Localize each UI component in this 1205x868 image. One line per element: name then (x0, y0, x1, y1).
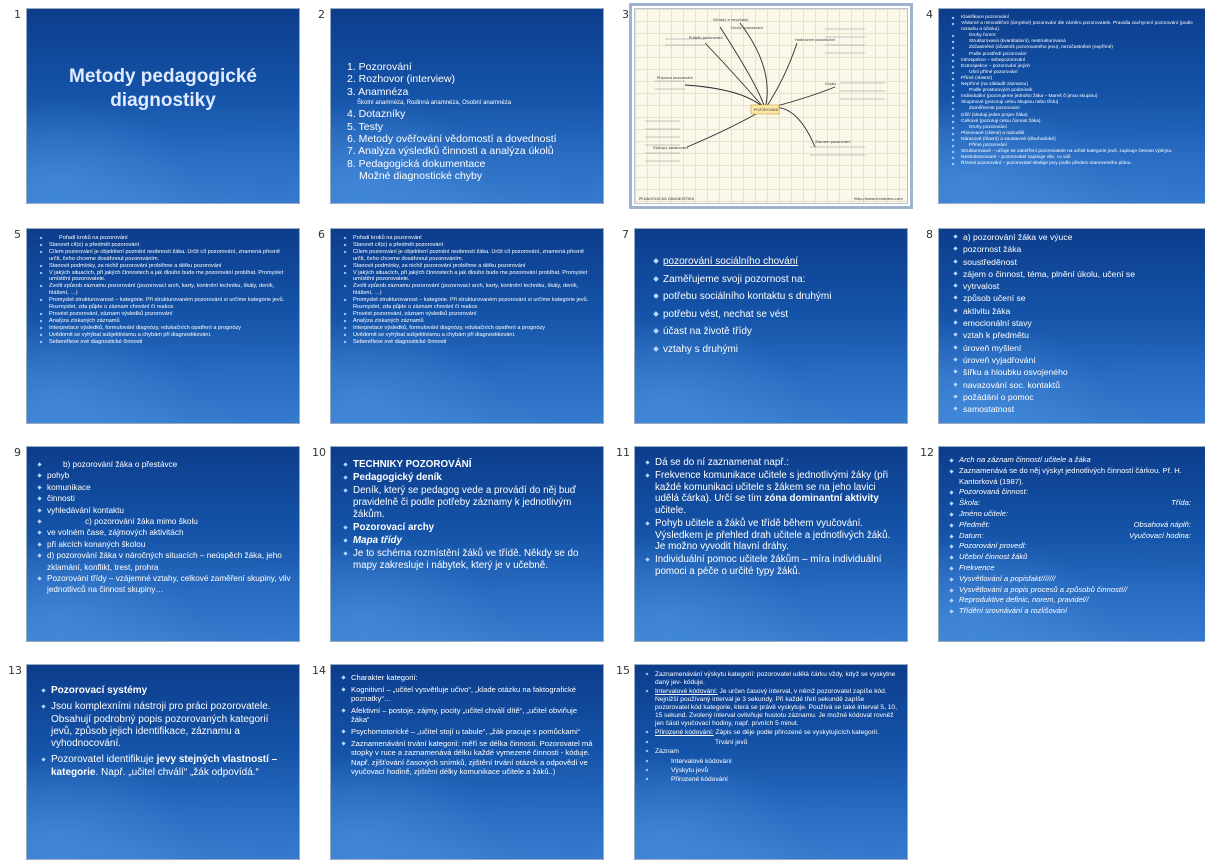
list-item: Zaměřenost pozorování (951, 106, 1203, 112)
list-item: Pozorovaná činnost: (949, 487, 1205, 498)
list-item: Zaměřujeme svoji pozornost na: (653, 271, 895, 289)
map-footer-right: http://www.mindomo.com (854, 196, 903, 201)
list-item: samostatnost (953, 403, 1203, 415)
list-item: Předmět: Obsahová náplň: (949, 520, 1205, 531)
slide-thumbnail-9[interactable] (26, 446, 300, 642)
slide-list (949, 455, 1205, 617)
slide-list (39, 235, 291, 346)
list-item: Cílem pozorování je objektivní poznání osobnosti žáka. Určit cíl pozorování, znamená přesně určit, čeho chceme dosáhnout pozorováním. (39, 249, 291, 263)
list-item: 4. Dotazníky (347, 108, 406, 121)
slide-list (343, 459, 593, 573)
list-item: d) pozorování žáka v náročných situacích – neúspěch žáka, jeho zklamání, konflikt, trest, prohra (37, 550, 291, 573)
list-item: Vědomé a mimoděčné (úmyslné) pozorování dle záměru pozorovatele. Pravidla zachycení pozorování (podle rozsahu a účinku). (951, 21, 1203, 33)
slide-number: 13 (8, 664, 22, 677)
slide-number: 4 (926, 8, 933, 21)
list-item: b) pozorování žáka o přestávce (37, 459, 291, 470)
list-item: šířku a hloubku osvojeného (953, 366, 1203, 378)
list-item: Interpretace výsledků, formulování diagnózy, edukačních opatření a prognózy (39, 325, 291, 332)
list-item: Analýza získaných záznamů (39, 318, 291, 325)
slide-list (341, 673, 595, 779)
slide-number: 10 (312, 446, 326, 459)
list-subitem: Školní anamnéza, Rodinná anamnéza, Osobní anamnéza (357, 100, 512, 107)
mind-map-node: Příprava pozorování (657, 76, 693, 80)
slide-number: 3 (622, 8, 629, 21)
slide-list (41, 685, 289, 783)
list-item: Škola: Třída: (949, 498, 1205, 509)
list-item: Strukturované – určuje se zaměření pozorovatele na určité kategorie jevů, zapisuje četnost výskytu. (951, 149, 1203, 155)
slide-thumbnail-5[interactable] (26, 228, 300, 424)
list-item: 5. Testy (347, 120, 383, 133)
slide-list (645, 457, 899, 579)
list-item: Promyslet strukturovanost – kategorie. Při strukturovaném pozorování si určíme kategorie jevů. Rozmyslet, zda půjde o záznam chování či reakce. (343, 297, 595, 311)
mind-map-node: Hodnocení pozorování (795, 38, 836, 42)
list-item: Vysvětlování a popisfakt/////// (949, 574, 1205, 585)
list-item: 7. Analýza výsledků činnosti a analýza úkolů (347, 145, 554, 158)
list-item: Třídění srovnávání a rozlišování (949, 606, 1205, 617)
map-footer-left: PEDAGOGICKÁ DIAGNOSTIKA (639, 196, 695, 201)
list-item: 1. Pozorování (347, 61, 412, 73)
list-item: Záznam (645, 748, 899, 756)
list-item: způsob učení se (953, 292, 1203, 304)
list-item: účast na životě třídy (653, 323, 895, 341)
mind-map-node: Výhody a nevýhody (713, 18, 749, 22)
list-item: při akcích konaných školou (37, 539, 291, 550)
list-item: pohyb (37, 470, 291, 481)
list-item: Podle prostorových podmínek (951, 88, 1203, 94)
list-item: Pohyb učitele a žáků ve třídě během vyučování. Výsledkem je přehled drah učitele a jednotlivých žáků. Je možno vyvodit hlavní dráhy. (645, 518, 899, 553)
slide-thumbnail-8[interactable] (938, 228, 1205, 424)
list-item: potřebu vést, nechat se vést (653, 306, 895, 324)
list-item: Intervalové kódování: Je určen časový interval, v němž pozorovatel zapíše kód. Nejnižší používaný interval je 3 sekundy. Při každé třetí sekundě zapíše pozorovatel kód kategorie, která se právě vyskytuje. Používá se také interval 5, 10, 15 sekund. Zvolený interval ovlivňuje hustotu záznamu. Je možné kódovat rovněž jen části vyučovací hodiny, např. prvních 5 minut. (645, 688, 899, 728)
list-item: Stanovit cíl(e) a předmět pozorování (39, 242, 291, 249)
list-item: Možné diagnostické chyby (359, 170, 483, 183)
list-item: Vysvětlování a popis procesů a způsobů činností// (949, 585, 1205, 596)
slide-list (645, 671, 899, 786)
list-item: vztahy s druhými (653, 341, 895, 359)
mind-map-node: Výstupy pozorování (653, 146, 689, 150)
list-item: Trvání jevů (645, 739, 899, 747)
list-item: Pozorování provedl: (949, 541, 1205, 552)
slide-thumbnail-4[interactable] (938, 8, 1205, 204)
list-item: Druhy forem: (951, 33, 1203, 39)
slide-list (653, 253, 895, 358)
list-item: Jméno učitele: (949, 509, 1205, 520)
list-item: Provést pozorování, záznam výsledků pozorování (39, 311, 291, 318)
slide-thumbnail-13[interactable] (26, 664, 300, 860)
list-item: Pozorovatel identifikuje jevy stejných vlastností – kategorie. Např. „učitel chválí“ „žák odpovídá.“ (41, 754, 289, 779)
list-item: Stanovit podmínky, za nichž pozorování proběhne a délku pozorování (343, 263, 595, 270)
list-item: Stanovit podmínky, za nichž pozorování proběhne a délku pozorování (39, 263, 291, 270)
list-item: Zvolit způsob záznamu pozorování (pozorovací arch, karty, kontrolní techniku, škály, deník, hlášení, …) (39, 283, 291, 297)
list-item: Zaznamenává se do něj výskyt jednotlivých činností čárkou. Př. H. Kantorková (1987). (949, 466, 1205, 488)
list-item: Ušní přímé pozorování (951, 70, 1203, 76)
mind-map-diagram (635, 9, 907, 203)
list-item: Pozorování třídy – vzájemné vztahy, celkové zaměření skupiny, vliv jednotlivců na činnost skupiny… (37, 573, 291, 596)
list-item: ve volném čase, zájmových aktivitách (37, 527, 291, 538)
slide-thumbnail-14[interactable] (330, 664, 604, 860)
list-item: Sebereflexe své diagnostické činnosti (39, 339, 291, 346)
list-item: soustředěnost (953, 256, 1203, 268)
slide-thumbnail-2[interactable] (330, 8, 604, 204)
list-item: Datum: Vyučovací hodina: (949, 531, 1205, 542)
list-item: Přímé pozorování (951, 143, 1203, 149)
list-item: Pozorovací systémy (41, 685, 289, 697)
list-item: Strukturovaná (kvantitativní), nestrukturovaná (951, 39, 1203, 45)
list-item: vztah k předmětu (953, 329, 1203, 341)
list-item: Afektivní – postoje, zájmy, pocity „učitel chválí dítě“, „učitel obviňuje žáka“ (341, 706, 595, 725)
list-item: Dá se do ní zaznamenat např.: (645, 457, 899, 469)
mind-map-center: POZOROVÁNÍ (754, 108, 778, 112)
list-item: požádání o pomoc (953, 391, 1203, 403)
list-item: Introspekce – sebepozorování (951, 58, 1203, 64)
list-item: Provést pozorování, záznam výsledků pozorování (343, 311, 595, 318)
list-item: 3. Anamnéza (347, 85, 409, 98)
list-item: navazování soc. kontaktů (953, 379, 1203, 391)
list-item: TECHNIKY POZOROVÁNÍ (343, 459, 593, 471)
list-item: Řízené pozorování – pozorovatel sleduje jevy podle předem stanoveného plánu. (951, 161, 1203, 167)
list-item: Pozorovací archy (343, 522, 593, 534)
slide-thumbnail-12[interactable] (938, 446, 1205, 642)
list-item: 6. Metody ověřování vědomostí a dovedností (347, 133, 557, 146)
list-item: Nepřímé (na základě záznamu) (951, 82, 1203, 88)
list-item: Skupinové (pozoruji celou skupinu nebo třídu) (951, 100, 1203, 106)
slide-number: 5 (14, 228, 21, 241)
mind-map-node: Chyby (825, 82, 837, 86)
slide-number: 1 (14, 8, 21, 21)
list-item: Individuální (pozorujeme jednoho žáka – Mareš či jinou skupinu) (951, 94, 1203, 100)
list-item: Interpretace výsledků, formulování diagnózy, edukačních opatření a prognózy (343, 325, 595, 332)
list-item: Sebereflexe své diagnostické činnosti (343, 339, 595, 346)
list-item: Analýza získaných záznamů (343, 318, 595, 325)
list-item: Nárazové (hlavní) a soustavné (dlouhodobé) (951, 137, 1203, 143)
list-item: Pořadí kroků na pozorování (343, 235, 595, 242)
list-item: Učební činnost žáků (949, 552, 1205, 563)
list-item: činnosti (37, 493, 291, 504)
mind-map-node: Záznam pozorování (815, 140, 851, 144)
list-item: Individuální pomoc učitele žákům – míra individuální pomoci a péče o určité typy žáků. (645, 554, 899, 577)
list-item: Nestrukturované – pozorovatel zapisuje vše, co vidí (951, 155, 1203, 161)
slide-title: Metody pedagogické diagnostiky (69, 66, 257, 111)
list-item: úroveň myšlení (953, 342, 1203, 354)
list-item: Frekvence (949, 563, 1205, 574)
list-item: Přímé (vlastní) (951, 76, 1203, 82)
slide-thumbnail-6[interactable] (330, 228, 604, 424)
slide-thumbnail-11[interactable] (634, 446, 908, 642)
list-item: Frekvence komunikace učitele s jednotlivými žáky (při každé komunikaci učitele s žákem se na jeho lavici udělá čárka). Určí se tím zóna dominantní aktivity učitele. (645, 470, 899, 516)
slide-number: 8 (926, 228, 933, 241)
slide-thumbnail-10[interactable] (330, 446, 604, 642)
slide-number: 9 (14, 446, 21, 459)
list-item: Plánované (cílené) a nahodilé (951, 131, 1203, 137)
list-item: Přirozené kódování: Zápis se děje podle přirozené se vyskytujících kategorií. (645, 729, 899, 737)
list-item: c) pozorování žáka mimo školu (37, 516, 291, 527)
mind-map-node: Druhy pozorování (731, 26, 763, 30)
list-item: Mapa třídy (343, 535, 593, 547)
list-item: Klasifikace pozorování (951, 15, 1203, 21)
list-item: úroveň vyjadřování (953, 354, 1203, 366)
slide-thumbnail-3[interactable] (634, 8, 908, 204)
list-item: Extrospekce – pozorování jiných (951, 64, 1203, 70)
list-item: Uvědomit se vyhýbat subjektivismu a chybám při diagnostikování. (39, 332, 291, 339)
list-item: pozornost žáka (953, 243, 1203, 255)
list-item: emocionální stavy (953, 317, 1203, 329)
slide-list (953, 231, 1203, 415)
list-item: Kognitivní – „učitel vysvětluje učivo“, „klade otázku na faktografické poznatky“… (341, 685, 595, 704)
slide-list (347, 61, 557, 183)
list-item: aktivitu žáka (953, 305, 1203, 317)
list-item: Stanovit cíl(e) a předmět pozorování (343, 242, 595, 249)
list-item: 8. Pedagogická dokumentace (347, 157, 486, 170)
slide-list (343, 235, 595, 346)
list-item: potřebu sociálního kontaktu s druhými (653, 288, 895, 306)
list-item: V jakých situacích, při jakých činnostech a jak dlouho bude me pozorování probíhat. Promyslet umístění pozorovatele. (39, 270, 291, 284)
slide-number: 11 (616, 446, 630, 459)
list-item: Dílčí (sleduji jeden projev žáka) (951, 113, 1203, 119)
list-item: 2. Rozhovor (interview) (347, 73, 455, 86)
list-item: Reproduktive definic, norem, pravidel// (949, 595, 1205, 606)
list-item: a) pozorování žáka ve výuce (953, 231, 1203, 243)
list-item: Psychomotorické – „učitel stojí u tabule“, „žák pracuje s pomůckami“ (341, 727, 595, 737)
list-item: Arch na záznam činností učitele a žáka (949, 455, 1205, 466)
slide-number: 12 (920, 446, 934, 459)
list-item: Promyslet strukturovanost – kategorie. Při strukturovaném pozorování si určíme kategorie jevů. Rozmyslet, zda půjde o záznam chování či reakce. (39, 297, 291, 311)
slide-number: 6 (318, 228, 325, 241)
list-item: Je to schéma rozmístění žáků ve třídě. Někdy se do mapy zakresluje i nábytek, který je v učebně. (343, 548, 593, 572)
list-item: Deník, který se pedagog vede a provádí do něj buď pravidelně či podle potřeby záznamy k jednotlivým žákům. (343, 485, 593, 521)
list-item: Cílem pozorování je objektivní poznání osobnosti žáka. Určit cíl pozorování, znamená přesně určit, čeho chceme dosáhnout pozorováním. (343, 249, 595, 263)
list-item: Druhy pozorování (951, 125, 1203, 131)
list-item: Zvolit způsob záznamu pozorování (pozorovací arch, karty, kontrolní techniku, škály, deník, hlášení, …) (343, 283, 595, 297)
slide-number: 15 (616, 664, 630, 677)
list-item: vyhledávání kontaktu (37, 505, 291, 516)
list-item: Pořadí kroků na pozorování (39, 235, 291, 242)
list-item: zájem o činnost, téma, plnění úkolu, učení se (953, 268, 1203, 280)
list-item: Charakter kategorií: (341, 673, 595, 683)
slide-list (37, 459, 291, 596)
list-item: Uvědomit se vyhýbat subjektivismu a chybám při diagnostikování. (343, 332, 595, 339)
list-item: Podle prostředí pozorování (951, 52, 1203, 58)
slide-number: 2 (318, 8, 325, 21)
slide-thumbnail-15[interactable] (634, 664, 908, 860)
list-item: komunikace (37, 482, 291, 493)
list-item: Zaznamenávání výskytu kategorií: pozorovatel udělá čárku vždy, když se vyskytne daný jev- kódujе. (645, 671, 899, 687)
slide-thumbnail-7[interactable] (634, 228, 908, 424)
list-item: Jsou komplexními nástroji pro práci pozorovatele. Obsahují podrobný popis pozorovaných kategorií jevů, způsob jejich identifikace, záznamu a vyhodnocování. (41, 701, 289, 750)
list-item: Zaznamenávání trvání kategorií: měří se délka činnosti. Pozorovatel má stopky v ruce a zaznamenává délku každé vymezené činnosti - kódujе. Např. zjišťování časových snímků, zjištění trvání otázek a odpovědí ve vyučovací hodině, zjištění délky komunikace učitele a žáků..) (341, 739, 595, 777)
slide-list (951, 15, 1203, 167)
slide-number: 7 (622, 228, 629, 241)
list-item: Přirozené kódování (645, 776, 899, 784)
list-item: pozorování sociálního chování (653, 253, 895, 271)
list-item: Intervalové kódování (645, 758, 899, 766)
slide-number: 14 (312, 664, 326, 677)
list-item: Celkové (pozoruji celou činnost žáka) (951, 119, 1203, 125)
list-item: Pedagogický deník (343, 472, 593, 484)
list-item: V jakých situacích, při jakých činnostech a jak dlouho bude me pozorování probíhat. Promyslet umístění pozorovatele. (343, 270, 595, 284)
list-item: Zúčastněné (účastník pozorovaného jevu), nezúčastněné (nepřímé) (951, 45, 1203, 51)
list-item: vytrvalost (953, 280, 1203, 292)
slide-thumbnail-1[interactable] (26, 8, 300, 204)
list-item: Výskytu jevů (645, 767, 899, 775)
mind-map-node: Průběh pozorování (689, 36, 723, 40)
